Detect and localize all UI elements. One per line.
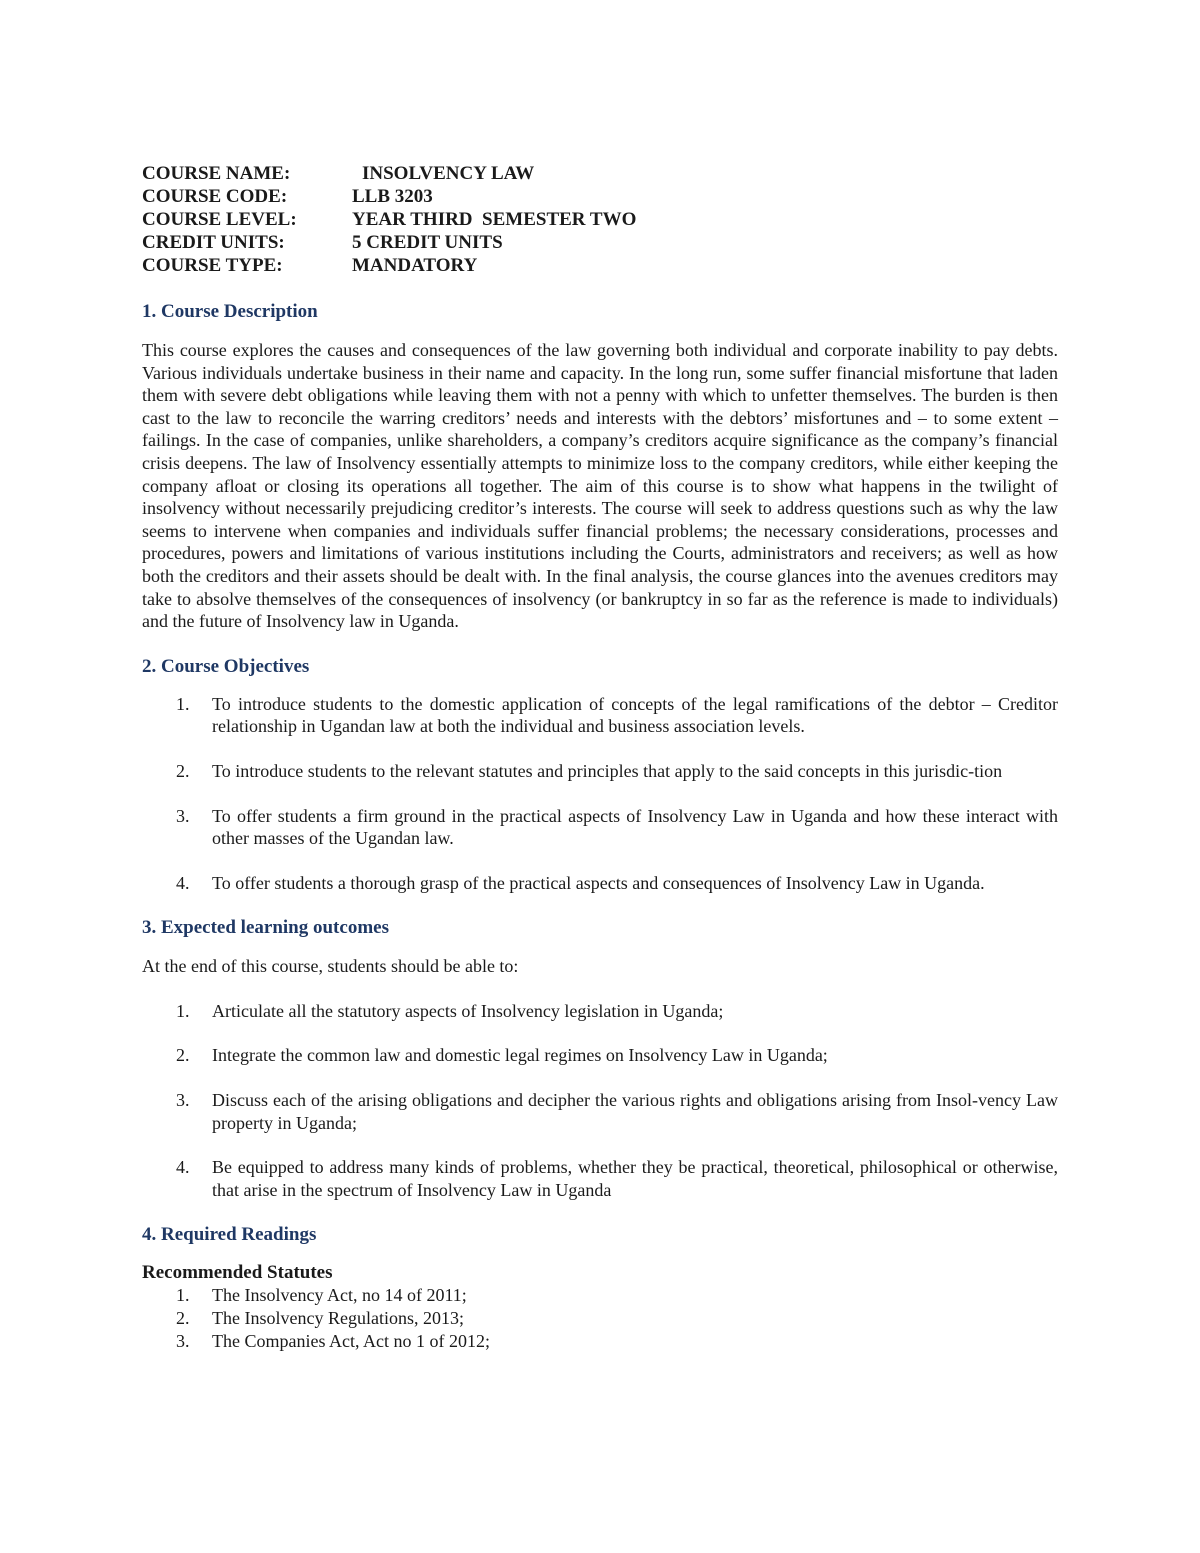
course-type-row: [142, 254, 1058, 277]
list-item-text: Integrate the common law and domestic legal regimes on Insolvency Law in Uganda;: [212, 1045, 828, 1066]
document-page: [142, 162, 1058, 1352]
list-item: [142, 1307, 1058, 1330]
list-item: [142, 1330, 1058, 1353]
list-item: [142, 1044, 1058, 1067]
section-heading-required-readings: 4. Required Readings: [142, 1224, 317, 1246]
list-item-number: 1.: [176, 1285, 190, 1306]
list-item-number: 4.: [176, 1157, 190, 1178]
list-item-text: To introduce students to the domestic application of concepts of the legal ramifications of the debtor – Creditor relationship in Ugandan law at both the individual and business association levels.: [212, 693, 1058, 737]
list-item-number: 3.: [176, 1330, 190, 1351]
credit-units-value: 5 CREDIT UNITS: [352, 232, 503, 253]
course-level-label: COURSE LEVEL:: [142, 209, 297, 230]
objectives-list: [142, 693, 1058, 895]
list-item: [142, 1156, 1058, 1201]
course-code-label: COURSE CODE:: [142, 186, 288, 207]
course-description-paragraph: This course explores the causes and consequences of the law governing both individual and corporate inability to pay debts. Various individuals undertake business in their name and capacity. In the long run, some suffer financial misfortune that laden them with severe debt obligations while leaving them with not a penny with which to unfetter themselves. The burden is then cast to the law to reconcile the warring creditors’ needs and interests with the debtors’ misfortunes and – to some extent – failings. In the case of companies, unlike shareholders, a company’s creditors acquire significance as the company’s financial crisis deepens. The law of Insolvency essentially attempts to minimize loss to the company creditors, while either keeping the company afloat or closing its operations all together. The aim of this course is to show what happens in the twilight of insolvency without necessarily prejudicing creditor’s interests. The course will seek to address questions such as why the law seems to intervene when companies and individuals suffer financial problems; the necessary considerations, processes and procedures, powers and limitations of various institutions including the Courts, administrators and receivers; as well as how both the creditors and their assets should be dealt with. In the final analysis, the course glances into the avenues creditors may take to absolve themselves of the consequences of insolvency (or bankruptcy in so far as the reference is made to individuals) and the future of Insolvency law in Uganda.: [142, 340, 1058, 632]
list-item-text: To introduce students to the relevant statutes and principles that apply to the said concepts in this jurisdic-tion: [212, 760, 1003, 781]
list-item-text: Be equipped to address many kinds of problems, whether they be practical, theoretical, philosophical or otherwise, that arise in the spectrum of Insolvency Law in Uganda: [212, 1157, 1058, 1200]
list-item-text: To offer students a thorough grasp of the practical aspects and consequences of Insolvency Law in Uganda.: [212, 872, 985, 893]
list-item-text: The Insolvency Act, no 14 of 2011;: [212, 1285, 467, 1306]
list-item-number: 2.: [176, 760, 190, 781]
course-level-value: YEAR THIRD SEMESTER TWO: [352, 209, 637, 230]
recommended-statutes-heading: Recommended Statutes: [142, 1262, 333, 1284]
course-type-label: COURSE TYPE:: [142, 255, 283, 276]
list-item-number: 3.: [176, 1090, 190, 1111]
list-item-number: 4.: [176, 872, 190, 893]
course-level-row: [142, 208, 1058, 231]
list-item-text: Discuss each of the arising obligations and decipher the various rights and obligations arising from Insol-vency Law property in Uganda;: [212, 1090, 1058, 1133]
list-item-text: The Insolvency Regulations, 2013;: [212, 1308, 464, 1329]
course-code-value: LLB 3203: [352, 186, 433, 207]
list-item-number: 3.: [176, 805, 190, 826]
list-item-number: 2.: [176, 1308, 190, 1329]
list-item: [142, 1284, 1058, 1307]
section-heading-learning-outcomes: 3. Expected learning outcomes: [142, 917, 389, 939]
course-type-value: MANDATORY: [352, 255, 478, 276]
course-info-table: [142, 162, 1058, 277]
list-item-number: 2.: [176, 1045, 190, 1066]
list-item: [142, 872, 1058, 895]
list-item-number: 1.: [176, 693, 190, 714]
list-item-text: To offer students a firm ground in the practical aspects of Insolvency Law in Uganda and how these interact with other masses of the Ugandan law.: [212, 805, 1058, 849]
list-item-number: 1.: [176, 1000, 190, 1021]
course-name-label: COURSE NAME:: [142, 163, 291, 184]
course-name-row: [142, 162, 1058, 185]
course-code-row: [142, 185, 1058, 208]
list-item: [142, 693, 1058, 738]
list-item: [142, 1089, 1058, 1134]
list-item: [142, 805, 1058, 850]
list-item-text: The Companies Act, Act no 1 of 2012;: [212, 1330, 490, 1351]
section-heading-course-description: 1. Course Description: [142, 301, 318, 322]
section-heading-course-objectives: 2. Course Objectives: [142, 655, 310, 677]
credit-units-row: [142, 231, 1058, 254]
list-item: [142, 1000, 1058, 1023]
statutes-list: [142, 1284, 1058, 1352]
learning-outcomes-intro: At the end of this course, students should be able to:: [142, 956, 519, 977]
credit-units-label: CREDIT UNITS:: [142, 232, 285, 253]
learning-outcomes-list: [142, 1000, 1058, 1202]
list-item-text: Articulate all the statutory aspects of Insolvency legislation in Uganda;: [212, 1000, 724, 1021]
course-name-value: INSOLVENCY LAW: [362, 163, 535, 184]
list-item: [142, 760, 1058, 783]
